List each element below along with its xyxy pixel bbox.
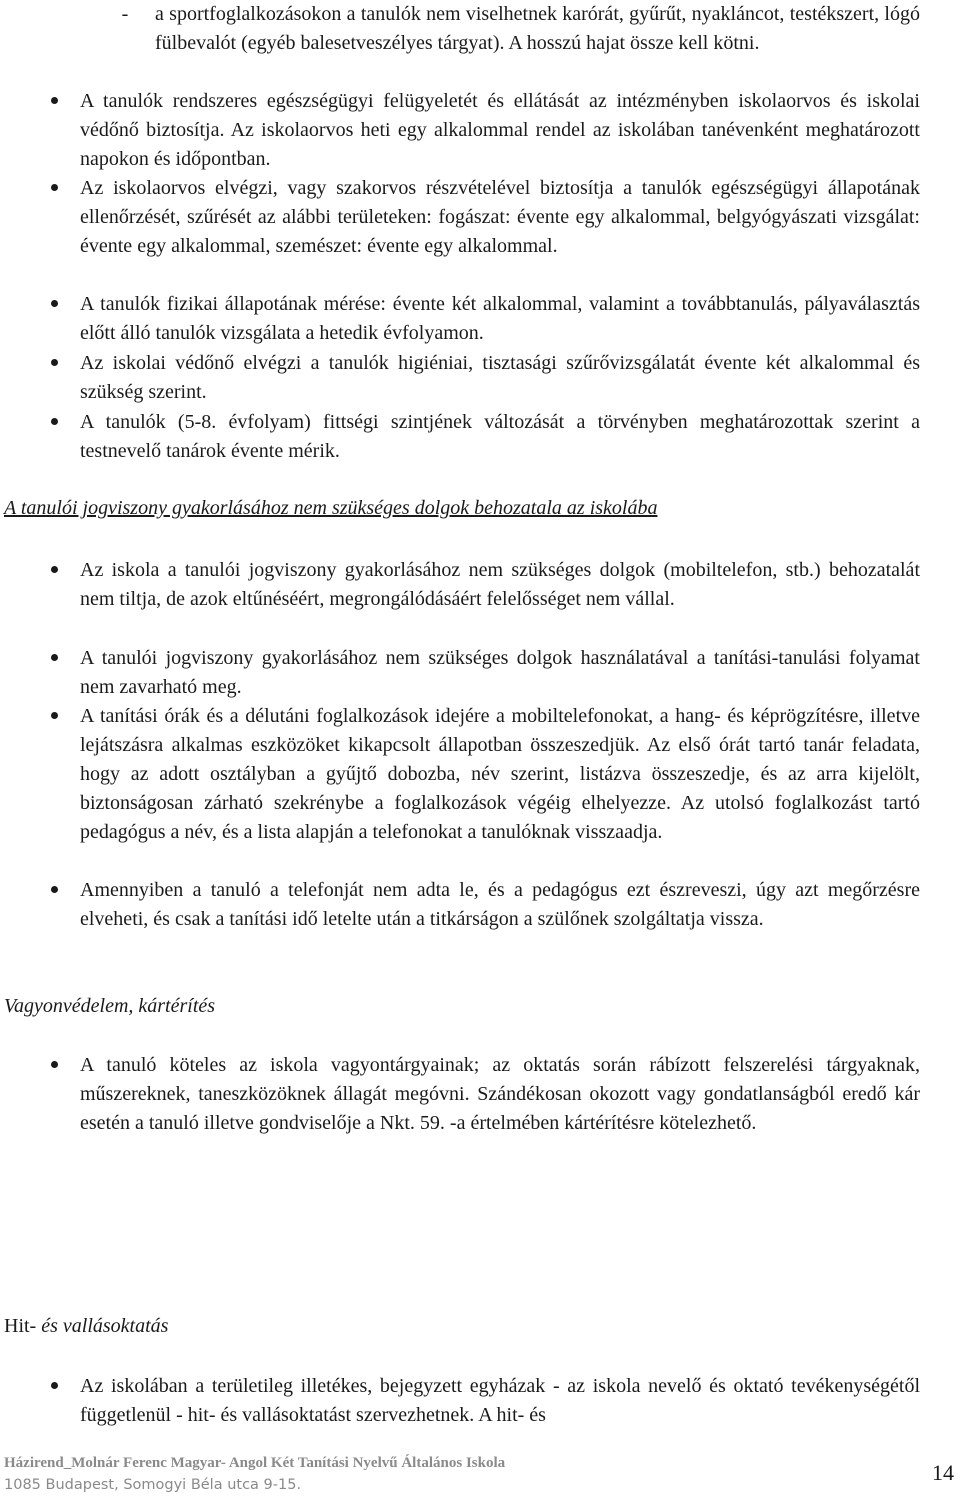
section-heading: A tanulói jogviszony gyakorlásához nem szükséges dolgok behozatala az iskolába [4, 497, 658, 519]
list-item-text: A tanulók fizikai állapotának mérése: évente két alkalommal, valamint a továbbtanulás, pályaválasztás előtt álló tanulók vizsgálata a hetedik évfolyamon. [80, 293, 920, 344]
list-item-text: A tanulók rendszeres egészségügyi felügyeletét és ellátását az intézményben iskolaorvos és iskolai védőnő biztosítja. Az iskolaorvos heti egy alkalommal rendel az iskolában tanévenként meghatározott napokon és időpontban. [80, 90, 920, 170]
list-item [80, 702, 920, 847]
list-item-text: A tanuló köteles az iskola vagyontárgyainak; az oktatás során rábízott felszerelési tárgyaknak, műszereknek, taneszközöknek állagát megóvni. Szándékosan okozott vagy gondatlanságból eredő kár esetén a tanuló illetve gondviselője a Nkt. 59. -a értelmében kártérítésre kötelezhető. [80, 1054, 920, 1134]
bullet-icon [44, 349, 64, 378]
bullet-icon [44, 174, 64, 203]
list-item [80, 408, 920, 466]
section-heading: Vagyonvédelem, kártérítés [4, 995, 216, 1017]
footer-school-name: Házirend_Molnár Ferenc Magyar- Angol Két Tanítási Nyelvű Általános Iskola [4, 1455, 506, 1471]
bullet-icon [44, 556, 64, 585]
bullet-icon [44, 1372, 64, 1401]
list-item-text: A tanítási órák és a délutáni foglalkozások idejére a mobiltelefonokat, a hang- és képrögzítésre, illetve lejátszásra alkalmas eszközöket kikapcsolt állapotban összeszedjük. Az első órát tartó tanár feladata, hogy az adott osztályban a gyűjtő dobozba, név szerint, listázva összeszedje, és az arra kijelölt, biztonságosan zárható szekrénybe a foglalkozások végéig elhelyezze. Az utolsó foglalkozást tartó pedagógus a név, és a lista alapján a telefonokat a tanulóknak visszaadja. [80, 705, 920, 843]
list-item [80, 644, 920, 702]
list-item [80, 87, 920, 174]
list-item-text: A tanulók (5-8. évfolyam) fittségi szintjének változását a törvényben meghatározottak szerint a testnevelő tanárok évente mérik. [80, 411, 920, 462]
list-item-text: Az iskola a tanulói jogviszony gyakorlásához nem szükséges dolgok (mobiltelefon, stb.) behozatalát nem tiltja, de azok eltűnéséért, megrongálódásáért felelősséget nem vállal. [80, 559, 920, 610]
bullet-icon [44, 876, 64, 905]
bullet-icon [44, 702, 64, 731]
list-item [80, 174, 920, 261]
list-item [80, 876, 920, 934]
footer-address: 1085 Budapest, Somogyi Béla utca 9-15. [4, 1477, 302, 1493]
page-footer [4, 1452, 505, 1496]
list-item-text: Amennyiben a tanuló a telefonját nem adta le, és a pedagógus ezt észreveszi, úgy azt megőrzésre elveheti, és csak a tanítási idő letelte után a titkárságon a szülőnek szolgáltatja vissza. [80, 879, 920, 930]
bullet-icon [44, 644, 64, 673]
bullet-icon [44, 408, 64, 437]
page-number: 14 [932, 1460, 954, 1485]
list-item-text: A tanulói jogviszony gyakorlásához nem szükséges dolgok használatával a tanítási-tanulási folyamat nem zavarható meg. [80, 647, 920, 698]
list-item [80, 349, 920, 407]
list-item [80, 290, 920, 348]
list-item-text: Az iskolaorvos elvégzi, vagy szakorvos részvételével biztosítja a tanulók egészségügyi állapotának ellenőrzését, szűrését az alábbi területeken: fogászat: évente egy alkalommal, belgyógyászati vizsgálat: évente egy alkalommal, szemészet: évente egy alkalommal. [80, 177, 920, 257]
list-item-text: Az iskolában a területileg illetékes, bejegyzett egyházak - az iskola nevelő és oktató tevékenységétől függetlenül - hit- és vallásoktatást szervezhetnek. A hit- és [80, 1375, 920, 1426]
dash-marker: - [121, 3, 129, 25]
bullet-icon [44, 87, 64, 116]
bullet-icon [44, 1051, 64, 1080]
list-item-text: a sportfoglalkozásokon a tanulók nem viselhetnek karórát, gyűrűt, nyakláncot, testékszert, lógó fülbevalót (egyéb balesetveszélyes tárgyat). A hosszú hajat össze kell kötni. [155, 3, 920, 54]
list-item [121, 0, 920, 58]
list-item [80, 1051, 920, 1138]
bullet-icon [44, 290, 64, 319]
list-item [80, 1372, 920, 1430]
list-item-text: Az iskolai védőnő elvégzi a tanulók higiéniai, tisztasági szűrővizsgálatát évente két alkalommal és szükség szerint. [80, 352, 920, 403]
section-heading: Hit- és vallásoktatás [4, 1315, 169, 1337]
list-item [80, 556, 920, 614]
